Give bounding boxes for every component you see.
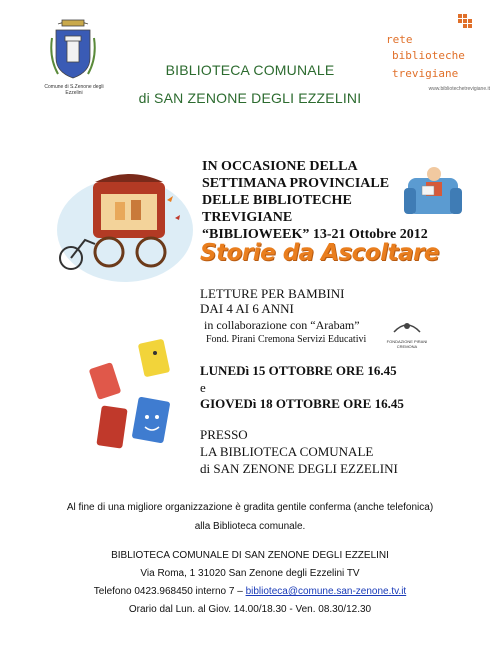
footer-phone: Telefono 0423.968450 interno 7 – <box>93 586 246 597</box>
title-line: IN OCCASIONE DELLA <box>202 159 358 174</box>
puppet-theatre-wagon-illustration <box>55 160 195 290</box>
confirmation-note-2: alla Biblioteca comunale. <box>194 521 306 532</box>
footer-address: Via Roma, 1 31020 San Zenone degli Ezzelini TV <box>140 568 360 579</box>
date-conjunction: e <box>200 380 206 395</box>
foundation-emblem-icon <box>386 318 428 334</box>
dancing-books-illustration <box>85 335 195 460</box>
foundation-logo <box>386 318 428 349</box>
title-line: SETTIMANA PROVINCIALE <box>202 176 390 191</box>
venue-block <box>200 426 398 477</box>
title-line: DELLE BIBLIOTECHE <box>202 193 352 208</box>
footer-contact <box>0 586 500 597</box>
audience-block <box>200 286 344 316</box>
footer-hours: Orario dal Lun. al Giov. 14.00/18.30 - Ven. 08.30/12.30 <box>128 604 372 615</box>
audience-line: DAI 4 AI 6 ANNI <box>200 301 294 316</box>
event-headline: Storie da Ascoltare <box>200 240 439 266</box>
event-title <box>202 158 442 243</box>
title-line: TREVIGIANE <box>202 210 293 225</box>
footer-org: BIBLIOTECA COMUNALE DI SAN ZENONE DEGLI EZZELINI <box>111 550 389 561</box>
title-line: “BIBLIOWEEK” 13-21 Ottobre 2012 <box>202 227 428 242</box>
library-name: BIBLIOTECA COMUNALE <box>165 62 335 78</box>
biblioteche-word: biblioteche <box>392 49 465 62</box>
venue-line: PRESSO <box>200 427 248 442</box>
venue-line: di SAN ZENONE DEGLI EZZELINI <box>200 461 398 476</box>
event-date-1: LUNEDì 15 OTTOBRE ORE 16.45 <box>200 363 397 378</box>
audience-line: LETTURE PER BAMBINI <box>200 286 345 301</box>
crest-caption: Comune di S.Zenone degli Ezzelini <box>44 84 104 96</box>
rete-word: rete <box>386 33 413 46</box>
confirmation-note: Al fine di una migliore organizzazione è gradita gentile conferma (anche telefonica) <box>66 502 434 513</box>
library-location: di SAN ZENONE DEGLI EZZELINI <box>138 90 362 106</box>
dots-icon <box>446 14 476 36</box>
footer-email-link[interactable]: biblioteca@comune.san-zenone.tv.it <box>245 586 407 597</box>
event-date-2: GIOVEDì 18 OTTOBRE ORE 16.45 <box>200 396 404 411</box>
rete-biblioteche-logo <box>386 14 486 94</box>
trevigiane-word: trevigiane <box>392 67 459 80</box>
collaboration-text: in collaborazione con “Arabam” <box>204 318 360 332</box>
foundation-logo-text: FONDAZIONE PIRANI CREMONA <box>386 339 428 349</box>
foundation-text: Fond. Pirani Cremona Servizi Educativi <box>206 334 367 345</box>
municipal-crest-icon <box>48 18 98 82</box>
rete-url: www.bibliotechetrevigiane.it <box>428 86 490 92</box>
venue-line: LA BIBLIOTECA COMUNALE <box>200 444 374 459</box>
